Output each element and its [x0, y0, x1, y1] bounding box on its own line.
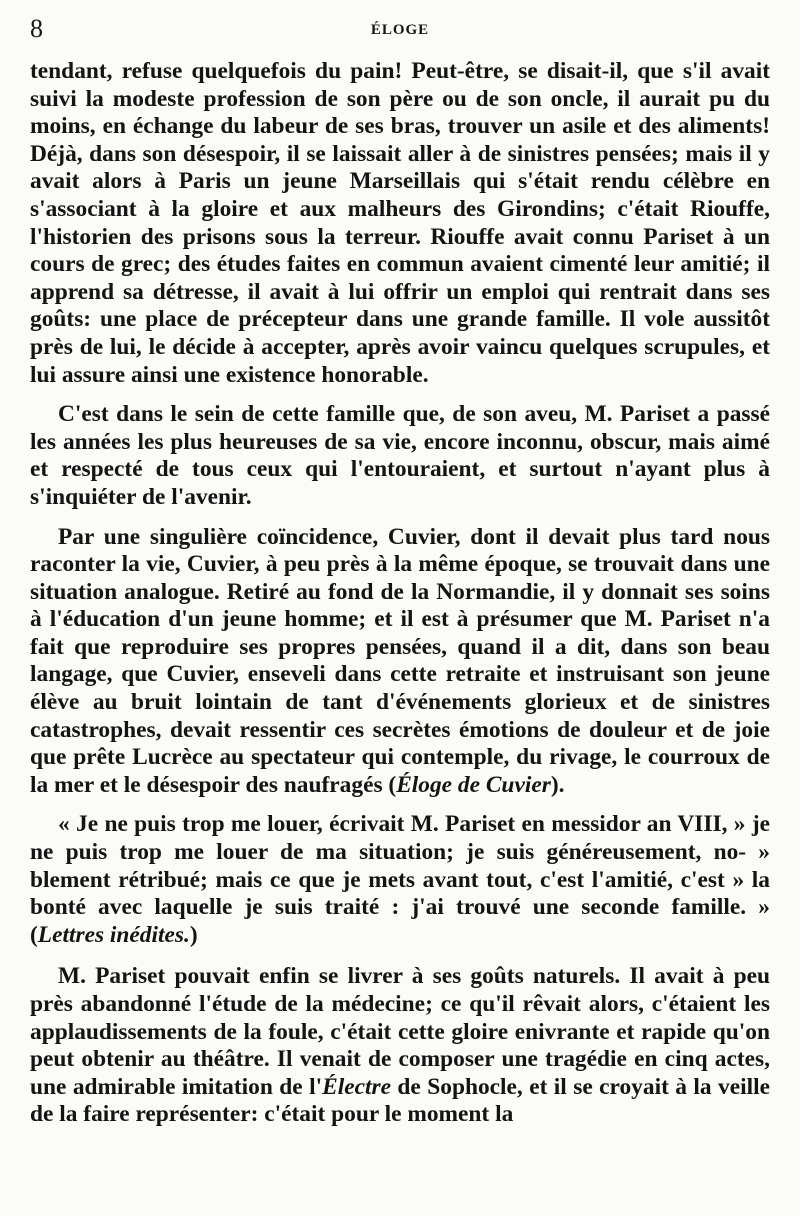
- running-head: [30, 14, 770, 46]
- running-title: ÉLOGE: [370, 22, 430, 38]
- quote-end: ): [189, 921, 198, 948]
- citation-lettres-inedites: Lettres inédites.: [37, 921, 190, 948]
- quote-text: « Je ne puis trop me louer, écrivait M. Pariset en messidor an VIII, » je ne puis trop me louer de ma situation; je suis généreusement, no- » blement rétribué; mais ce que je mets avant tout, c'est l'amitié, c'est » la bonté avec laquelle je suis traité : j'ai trouvé une seconde famille. » (: [30, 811, 770, 948]
- page-number: 8: [30, 14, 43, 43]
- paragraph-4-quote: [30, 811, 770, 949]
- paragraph-5-end: de Sophocle, et il se croyait à la veille de la faire représenter: c'était pour le moment la: [30, 1073, 770, 1128]
- citation-electre: Électre: [322, 1073, 391, 1100]
- paragraph-3-text: Par une singulière coïncidence, Cuvier, dont il devait plus tard nous raconter la vie, Cuvier, à peu près à la même époque, se trouvait dans une situation analogue. Retiré au fond de la Normandie, il y donnait ses soins à l'éducation d'un jeune homme; et il est à présumer que M. Pariset n'a fait que reproduire ses propres pensées, quand il a dit, dans son beau langage, que Cuvier, enseveli dans cette retraite et instruisant son jeune élève au bruit lointain de tant d'événements glorieux et de sinistres catastrophes, devait ressentir ces secrètes émotions de douleur et de joie que prête Lucrèce au spectateur qui contemple, du rivage, le courroux de la mer et le désespoir des naufragés (: [30, 523, 770, 798]
- paragraph-3: [30, 524, 770, 800]
- paragraph-5-text: M. Pariset pouvait enfin se livrer à ses goûts naturels. Il avait à peu près abandonné l'étude de la médecine; ce qu'il rêvait alors, c'étaient les applaudissements de la foule, c'était cette gloire enivrante et rapide qu'on peut obtenir au théâtre. Il venait de composer une tragédie en cinq actes, une admirable imitation de l': [30, 963, 770, 1100]
- citation-eloge-de-cuvier: Éloge de Cuvier: [396, 771, 551, 798]
- body-text: [30, 58, 770, 1141]
- paragraph-3-end: ).: [550, 771, 565, 798]
- paragraph-2: C'est dans le sein de cette famille que, de son aveu, M. Pariset a passé les années les plus heureuses de sa vie, encore inconnu, obscur, mais aimé et respecté de tous ceux qui l'entouraient, et surtout n'ayant plus à s'inquiéter de l'avenir.: [30, 401, 770, 510]
- paragraph-5: [30, 963, 770, 1129]
- paragraph-1: tendant, refuse quelquefois du pain! Peut-être, se disait-il, que s'il avait suivi la modeste profession de son père ou de son oncle, il aurait pu du moins, en échange du labeur de ses bras, trouver un asile et des aliments! Déjà, dans son désespoir, il se laissait aller à de sinistres pensées; mais il y avait alors à Paris un jeune Marseillais qui s'était rendu célèbre en s'associant à la gloire et aux malheurs des Girondins; c'était Riouffe, l'historien des prisons sous la terreur. Riouffe avait connu Pariset à un cours de grec; des études faites en commun avaient cimenté leur amitié; il apprend sa détresse, il avait à lui offrir un emploi qui rentrait dans ses goûts: une place de précepteur dans une grande famille. Il vole aussitôt près de lui, le décide à accepter, après avoir vaincu quelques scrupules, et lui assure ainsi une existence honorable.: [30, 58, 770, 388]
